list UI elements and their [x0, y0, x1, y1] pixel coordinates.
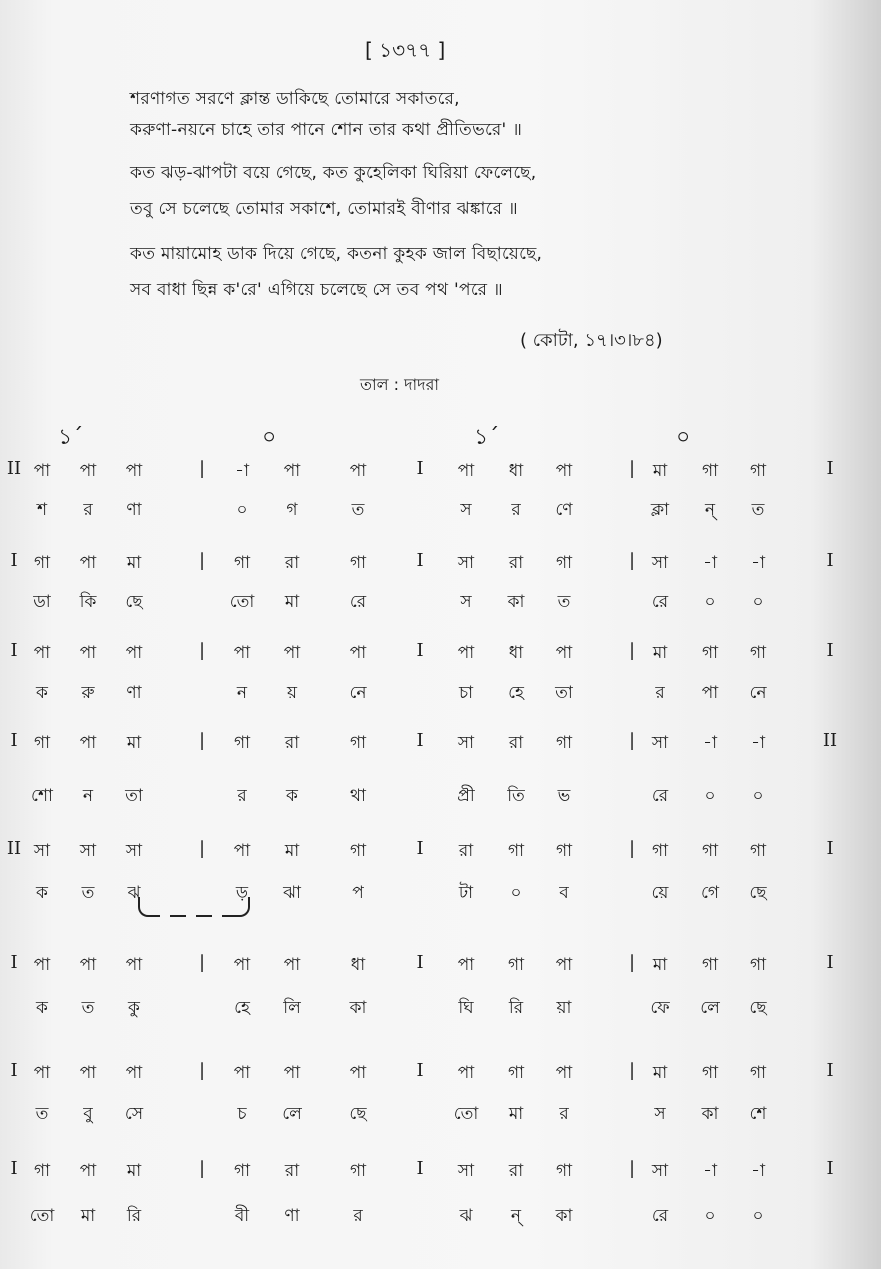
lyric-syllable-row	[0, 1203, 881, 1233]
swara-note: পা	[33, 461, 51, 481]
swara-note: পা	[555, 955, 573, 975]
swara-note: গা	[33, 1161, 51, 1181]
lyric-syllable: র	[655, 683, 665, 703]
bar-mark: |	[198, 1060, 206, 1081]
lyric-syllable: তো	[229, 592, 255, 612]
lyric-line: সব বাধা ছিন্ন ক'রে' এগিয়ে চলেছে সে তব পথ 'পরে ॥	[130, 280, 503, 300]
lyric-syllable: শে	[749, 1104, 767, 1124]
bar-mark: I	[416, 730, 424, 751]
lyric-line: কত ঝড়-ঝাপটা বয়ে গেছে, কত কুহেলিকা ঘিরিয়া ফেলেছে,	[130, 163, 537, 183]
lyric-syllable: শ	[36, 500, 48, 520]
swara-note: গা	[507, 955, 525, 975]
swara-note: পা	[349, 643, 367, 663]
lyric-syllable: ক	[286, 786, 298, 806]
lyric-syllable: ণা	[126, 683, 142, 703]
swara-note: পা	[283, 1063, 301, 1083]
lyric-syllable: ০	[752, 786, 764, 806]
lyric-syllable: র	[511, 500, 521, 520]
swara-note: মা	[652, 643, 668, 663]
lyric-syllable: মা	[80, 1206, 96, 1226]
swara-note: গা	[749, 841, 767, 861]
swara-note: পা	[125, 1063, 143, 1083]
slur-gap	[212, 907, 222, 921]
bar-mark: |	[198, 1158, 206, 1179]
lyric-syllable: ছে	[749, 883, 767, 903]
lyric-syllable-row	[0, 783, 881, 813]
lyric-syllable: র	[353, 1206, 363, 1226]
bar-mark: |	[628, 1158, 636, 1179]
swara-note: পা	[457, 461, 475, 481]
swara-note: গা	[349, 841, 367, 861]
lyric-syllable-row	[0, 680, 881, 710]
bar-mark: |	[628, 550, 636, 571]
swara-note: মা	[284, 841, 300, 861]
bar-mark: |	[198, 952, 206, 973]
lyric-syllable: ০	[510, 883, 522, 903]
lyric-syllable: ছে	[125, 592, 143, 612]
bar-mark: |	[628, 1060, 636, 1081]
swara-note: গা	[555, 1161, 573, 1181]
bar-mark: |	[198, 838, 206, 859]
swara-note: সা	[457, 733, 475, 753]
lyric-syllable: ত	[751, 500, 765, 520]
lyric-syllable: বী	[234, 1206, 250, 1226]
swara-note: পা	[125, 643, 143, 663]
lyric-syllable: কু	[128, 998, 140, 1018]
swara-row	[0, 952, 881, 982]
swara-note: গা	[349, 553, 367, 573]
swara-note: গা	[555, 841, 573, 861]
lyric-syllable: য়া	[556, 998, 572, 1018]
bar-mark: |	[198, 640, 206, 661]
lyric-syllable: ত	[35, 1104, 49, 1124]
lyric-syllable: ফে	[650, 998, 670, 1018]
beat-mark: ০	[676, 425, 691, 450]
lyric-syllable: গ	[286, 500, 298, 520]
swara-note: সা	[651, 733, 669, 753]
bar-mark: I	[826, 550, 834, 571]
lyric-syllable: কি	[79, 592, 97, 612]
lyric-syllable-row	[0, 880, 881, 910]
swara-note: মা	[652, 461, 668, 481]
lyric-syllable: ণে	[555, 500, 573, 520]
swara-note: গা	[507, 1063, 525, 1083]
lyric-syllable: র	[559, 1104, 569, 1124]
lyric-syllable: রে	[651, 786, 669, 806]
page-number: [ ১৩৭৭ ]	[365, 38, 446, 62]
beat-mark: ১´	[474, 425, 500, 450]
swara-note: পা	[233, 643, 251, 663]
bar-mark: |	[198, 550, 206, 571]
lyric-syllable: লি	[283, 998, 301, 1018]
swara-note: রা	[508, 553, 524, 573]
swara-note: পা	[125, 955, 143, 975]
lyric-syllable: ঝা	[283, 883, 301, 903]
lyric-syllable: ক্লা	[650, 500, 670, 520]
lyric-syllable: হে	[508, 683, 524, 703]
lyric-syllable: ঝ	[459, 1206, 473, 1226]
swara-note: গা	[349, 1161, 367, 1181]
swara-note: পা	[283, 461, 301, 481]
swara-note: পা	[79, 733, 97, 753]
lyric-syllable: ত	[557, 592, 571, 612]
bar-mark: I	[416, 1060, 424, 1081]
lyric-syllable: কা	[507, 592, 525, 612]
swara-note: গা	[749, 643, 767, 663]
swara-row	[0, 1158, 881, 1188]
lyric-syllable-row	[0, 995, 881, 1025]
swara-note: রা	[284, 733, 300, 753]
bar-mark: I	[826, 952, 834, 973]
swara-note: সা	[457, 553, 475, 573]
lyric-syllable: তো	[453, 1104, 479, 1124]
lyric-syllable: ত	[81, 998, 95, 1018]
lyric-syllable: লে	[282, 1104, 302, 1124]
lyric-syllable-row	[0, 589, 881, 619]
swara-note: -া	[703, 553, 717, 573]
lyric-line: তবু সে চলেছে তোমার সকাশে, তোমারই বীণার ঝঙ্কারে ॥	[130, 199, 518, 219]
lyric-syllable: ক	[36, 998, 48, 1018]
tala-label: তাল : দাদরা	[360, 375, 440, 394]
lyric-syllable-row	[0, 497, 881, 527]
swara-note: মা	[652, 955, 668, 975]
swara-row	[0, 640, 881, 670]
swara-note: গা	[233, 1161, 251, 1181]
beat-mark: ১´	[58, 425, 84, 450]
swara-note: পা	[233, 955, 251, 975]
swara-note: সা	[651, 553, 669, 573]
lyric-syllable: য়ে	[651, 883, 669, 903]
swara-note: -া	[751, 733, 765, 753]
lyric-syllable: তি	[507, 786, 525, 806]
swara-note: গা	[33, 733, 51, 753]
lyric-syllable: নে	[349, 683, 367, 703]
bar-mark: II	[6, 838, 22, 859]
swara-note: গা	[701, 841, 719, 861]
lyric-syllable: ন্	[510, 1206, 522, 1226]
swara-note: গা	[701, 1063, 719, 1083]
lyric-syllable: নে	[749, 683, 767, 703]
bar-mark: |	[628, 952, 636, 973]
swara-note: -া	[751, 553, 765, 573]
lyric-syllable: তা	[555, 683, 573, 703]
swara-note: পা	[33, 1063, 51, 1083]
bar-mark: I	[416, 550, 424, 571]
lyric-syllable: ব	[559, 883, 569, 903]
swara-note: গা	[233, 553, 251, 573]
lyric-syllable: ০	[704, 786, 716, 806]
lyric-syllable: ঘি	[458, 998, 474, 1018]
lyric-syllable: থা	[350, 786, 366, 806]
lyric-syllable: তা	[125, 786, 143, 806]
lyric-syllable: ০	[752, 592, 764, 612]
slur-gap	[186, 907, 196, 921]
lyric-syllable: ত	[81, 883, 95, 903]
swara-row	[0, 1060, 881, 1090]
bar-mark: I	[10, 640, 18, 661]
bar-mark: |	[628, 458, 636, 479]
swara-note: গা	[233, 733, 251, 753]
swara-note: মা	[126, 553, 142, 573]
swara-note: গা	[555, 733, 573, 753]
lyric-line: করুণা-নয়নে চাহে তার পানে শোন তার কথা প্রীতিভরে' ॥	[130, 120, 523, 140]
swara-note: -া	[235, 461, 249, 481]
lyric-syllable: ক	[36, 683, 48, 703]
bar-mark: I	[826, 640, 834, 661]
swara-note: পা	[283, 955, 301, 975]
lyric-syllable: ডা	[33, 592, 51, 612]
lyric-line: শরণাগত সরণে ক্লান্ত ডাকিছে তোমারে সকাতরে,	[130, 89, 460, 109]
swara-note: পা	[555, 1063, 573, 1083]
swara-note: পা	[79, 553, 97, 573]
lyric-syllable: র	[83, 500, 93, 520]
lyric-syllable: ণা	[284, 1206, 300, 1226]
swara-note: পা	[125, 461, 143, 481]
lyric-syllable: সে	[124, 1104, 144, 1124]
swara-row	[0, 730, 881, 760]
lyric-syllable: ০	[704, 1206, 716, 1226]
swara-note: রা	[508, 733, 524, 753]
lyric-syllable: ন	[236, 683, 248, 703]
swara-note: পা	[33, 643, 51, 663]
swara-note: পা	[283, 643, 301, 663]
lyric-syllable: ছে	[749, 998, 767, 1018]
swara-note: গা	[651, 841, 669, 861]
bar-mark: I	[826, 1158, 834, 1179]
bar-mark: II	[6, 458, 22, 479]
swara-note: সা	[33, 841, 51, 861]
swara-note: গা	[749, 955, 767, 975]
bar-mark: |	[628, 838, 636, 859]
swara-note: রা	[458, 841, 474, 861]
lyric-syllable: লে	[700, 998, 720, 1018]
slur-gap	[160, 907, 170, 921]
lyric-syllable: ছে	[349, 1104, 367, 1124]
lyric-syllable: স	[654, 1104, 666, 1124]
bar-mark: I	[416, 838, 424, 859]
lyric-syllable: ত	[351, 500, 365, 520]
bar-mark: I	[826, 458, 834, 479]
swara-note: সা	[457, 1161, 475, 1181]
lyric-syllable: পা	[701, 683, 719, 703]
lyric-syllable: র	[237, 786, 247, 806]
lyric-syllable: ন্	[704, 500, 716, 520]
swara-note: পা	[457, 955, 475, 975]
swara-note: সা	[79, 841, 97, 861]
bar-mark: I	[416, 1158, 424, 1179]
swara-note: -া	[703, 733, 717, 753]
swara-note: গা	[555, 553, 573, 573]
lyric-syllable: ন	[82, 786, 94, 806]
swara-note: পা	[79, 461, 97, 481]
swara-note: রা	[284, 1161, 300, 1181]
swara-note: গা	[701, 643, 719, 663]
bar-mark: I	[10, 1158, 18, 1179]
lyric-syllable: কা	[349, 998, 367, 1018]
swara-note: পা	[233, 1063, 251, 1083]
swara-note: পা	[79, 955, 97, 975]
swara-note: পা	[79, 1063, 97, 1083]
swara-note: গা	[749, 461, 767, 481]
lyric-syllable: ঝ	[127, 883, 141, 903]
lyric-syllable: ক	[36, 883, 48, 903]
swara-note: সা	[651, 1161, 669, 1181]
lyric-syllable: বু	[83, 1104, 93, 1124]
swara-note: ধা	[508, 643, 524, 663]
lyric-syllable: ০	[752, 1206, 764, 1226]
swara-note: পা	[349, 1063, 367, 1083]
swara-note: পা	[457, 1063, 475, 1083]
swara-note: পা	[79, 643, 97, 663]
lyric-syllable-row	[0, 1101, 881, 1131]
bar-mark: |	[628, 640, 636, 661]
lyric-syllable: স	[460, 592, 472, 612]
swara-note: -া	[751, 1161, 765, 1181]
swara-row	[0, 838, 881, 868]
lyric-line: কত মায়ামোহ ডাক দিয়ে গেছে, কতনা কুহক জাল বিছায়েছে,	[130, 244, 543, 264]
lyric-syllable: রি	[508, 998, 524, 1018]
swara-note: রা	[284, 553, 300, 573]
lyric-syllable: রে	[651, 1206, 669, 1226]
lyric-syllable: মা	[508, 1104, 524, 1124]
lyric-syllable: রে	[651, 592, 669, 612]
swara-note: পা	[349, 461, 367, 481]
lyric-syllable: রে	[349, 592, 367, 612]
swara-note: গা	[507, 841, 525, 861]
swara-note: পা	[457, 643, 475, 663]
lyric-syllable: কা	[555, 1206, 573, 1226]
lyric-syllable: ০	[704, 592, 716, 612]
lyric-syllable: রু	[81, 683, 95, 703]
swara-note: মা	[652, 1063, 668, 1083]
bar-mark: |	[198, 730, 206, 751]
bar-mark: I	[10, 550, 18, 571]
attribution: ( কোটা, ১৭।৩।৮৪)	[520, 330, 663, 351]
swara-note: গা	[749, 1063, 767, 1083]
swara-note: মা	[126, 733, 142, 753]
bar-mark: I	[416, 952, 424, 973]
lyric-syllable: স	[460, 500, 472, 520]
lyric-syllable: রি	[126, 1206, 142, 1226]
lyric-syllable: তো	[29, 1206, 55, 1226]
bar-mark: |	[198, 458, 206, 479]
swara-row	[0, 550, 881, 580]
swara-note: পা	[555, 461, 573, 481]
bar-mark: |	[628, 730, 636, 751]
bar-mark: I	[826, 838, 834, 859]
lyric-syllable: টা	[458, 883, 474, 903]
lyric-syllable: চা	[458, 683, 474, 703]
lyric-syllable: ড়	[235, 883, 249, 903]
bar-mark: I	[10, 730, 18, 751]
swara-note: -া	[703, 1161, 717, 1181]
swara-note: গা	[349, 733, 367, 753]
swara-note: গা	[701, 955, 719, 975]
lyric-syllable: ণা	[126, 500, 142, 520]
lyric-syllable: মা	[284, 592, 300, 612]
bar-mark: I	[826, 1060, 834, 1081]
swara-note: গা	[33, 553, 51, 573]
swara-note: পা	[33, 955, 51, 975]
swara-note: রা	[508, 1161, 524, 1181]
lyric-syllable: শো	[31, 786, 53, 806]
bar-mark: I	[416, 640, 424, 661]
lyric-syllable: ০	[236, 500, 248, 520]
lyric-syllable: চ	[237, 1104, 247, 1124]
swara-note: পা	[233, 841, 251, 861]
swara-note: পা	[79, 1161, 97, 1181]
bar-mark: II	[822, 730, 838, 751]
lyric-syllable: হে	[234, 998, 250, 1018]
lyric-syllable: প্রী	[457, 786, 475, 806]
swara-note: ধা	[350, 955, 366, 975]
swara-note: ধা	[508, 461, 524, 481]
bar-mark: I	[10, 952, 18, 973]
lyric-syllable: ভ	[557, 786, 571, 806]
swara-note: পা	[555, 643, 573, 663]
beat-mark: ০	[262, 425, 277, 450]
lyric-syllable: য়	[286, 683, 298, 703]
lyric-syllable: কা	[701, 1104, 719, 1124]
swara-note: গা	[701, 461, 719, 481]
swara-note: মা	[126, 1161, 142, 1181]
bar-mark: I	[416, 458, 424, 479]
lyric-syllable: প	[352, 883, 364, 903]
swara-note: সা	[125, 841, 143, 861]
bar-mark: I	[10, 1060, 18, 1081]
swara-row	[0, 458, 881, 488]
lyric-syllable: গে	[700, 883, 720, 903]
